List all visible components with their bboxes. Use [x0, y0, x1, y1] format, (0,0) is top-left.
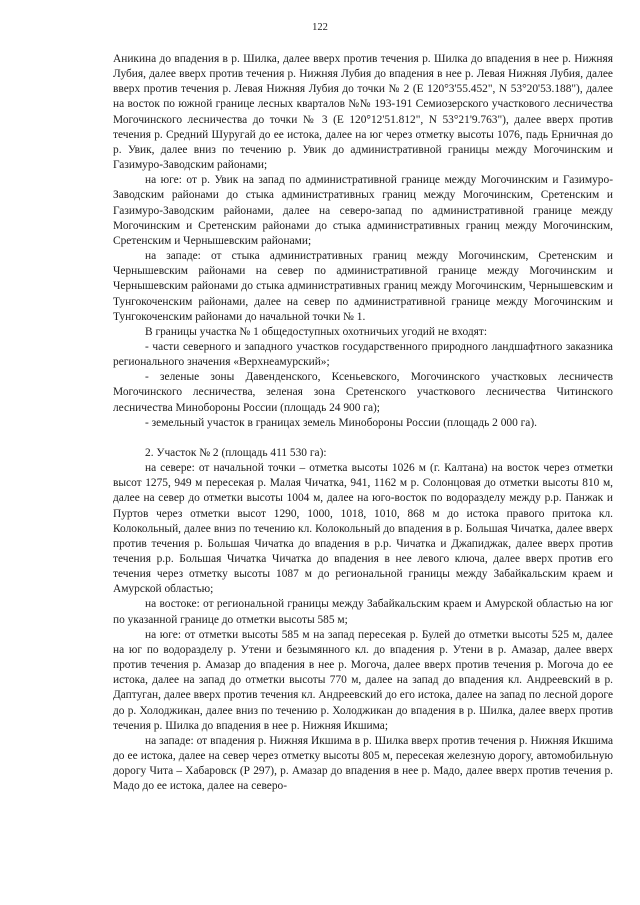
paragraph: 2. Участок № 2 (площадь 411 530 га):: [145, 446, 327, 459]
paragraph-spacer: [113, 431, 613, 446]
paragraph: В границы участка № 1 общедоступных охотничьих угодий не входят:: [145, 325, 488, 338]
paragraph: - зеленые зоны Давенденского, Ксеньевского, Могочинского участковых лесничеств Могочинского лесничества, зеленая зона Сретенского участкового лесничества Читинского лесничества Минобороны России (площадь 24 900 га);: [113, 371, 613, 414]
document-body: [113, 52, 613, 795]
paragraph: Аникина до впадения в р. Шилка, далее вверх против течения р. Шилка до впадения в нее р. Нижняя Лубия, далее вверх против течения р. Нижняя Лубия до впадения в нее р. Левая Нижняя Лубия, далее вверх против течения р. Левая Нижняя Лубия до точки № 2 (E 120°3'55.452", N 53°20'53.188"), далее на восток по южной границе лесных кварталов №№ 193-191 Семиозерского участкового лесничества Могочинского лесничества до точки № 3 (E 120°12'51.812", N 53°21'9.763"), далее вверх против течения р. Средний Шуругай до ее истока, далее на юг через отметку высоты 1076, падь Ерничная до р. Увик, далее вниз по течению р. Увик до административной границы между Могочинским и Газимуро-Заводским районами;: [113, 53, 613, 172]
paragraph: на западе: от стыка административных границ между Могочинским, Сретенским и Чернышевским районами на север по административной границе между Могочинским и Чернышевским районами до стыка административных границ между Могочинским, Чернышевским и Тунгокоченским районами, далее на север по административной границе между Могочинским и Тунгокоченским районами до начальной точки № 1.: [113, 250, 613, 323]
paragraph: на западе: от впадения р. Нижняя Икшима в р. Шилка вверх против течения р. Нижняя Икшима до ее истока, далее на север через отметку высоты 805 м, пересекая железную дорогу, автомобильную дорогу Чита – Хабаровск (Р 297), р. Амазар до впадения в нее р. Мадо, далее вверх против течения р. Мадо до ее истока, далее на северо-: [113, 734, 613, 793]
paragraph: на востоке: от региональной границы между Забайкальским краем и Амурской областью на юг по указанной границе до отметки высоты 585 м;: [113, 598, 613, 626]
paragraph: - земельный участок в границах земель Минобороны России (площадь 2 000 га).: [145, 416, 538, 429]
paragraph: на юге: от р. Увик на запад по административной границе между Могочинским и Газимуро-Заводским районами до стыка административных границ между Могочинским, Сретенским и Газимуро-Заводским районами, далее на северо-запад по административной границе между Могочинским и Сретенским районами до стыка административных границ между Могочинским, Сретенским и Чернышевским районами;: [113, 174, 613, 247]
paragraph: - части северного и западного участков государственного природного ландшафтного заказника регионального значения «Верхнеамурский»;: [113, 340, 613, 369]
paragraph: на севере: от начальной точки – отметка высоты 1026 м (г. Калтана) на восток через отметки высот 1275, 949 м пересекая р. Малая Чичатка, 941, 1162 м р. Солонцовая до отметки высоты 810 м, далее на север до отметки высоты 1004 м, далее на юго-восток по водоразделу между р.р. Панжак и Пуртов через отметки высот 1290, 1000, 1018, 1010, 868 м до истока правого притока кл. Колокольный, далее вниз по течению кл. Колокольный до впадения в р. Большая Чичатка, далее вверх против течения р. Большая Чичатка до впадения в р.р. Чичатка и Джапиджак, далее вверх против течения р.р. Большая Чичатка Чичатка до впадения в нее левого ключа, далее вверх против его течения через отметку высоты 1087 м до региональной границы между Забайкальским краем и Амурской областью;: [113, 462, 613, 596]
paragraph: на юге: от отметки высоты 585 м на запад пересекая р. Булей до отметки высоты 525 м, далее на юг по водоразделу р. Утени и безымянного кл. до впадения р. Утени в р. Амазар, далее вверх против течения р. Амазар до впадения в нее р. Могоча, далее вверх против течения р. Могоча до ее истока, далее на запад до отметки высоты 770 м, далее на запад до впадения кл. Андреевский в р. Даптуган, далее вверх против течения кл. Андреевский до его истока, далее на запад по лесной дороге до р. Холоджикан, далее вниз по течению р. Холоджикан до впадения в р. Шилка, далее вверх против течения р. Шилка до впадения в нее р. Нижняя Икшима;: [113, 628, 613, 732]
page-number: 122: [312, 22, 328, 33]
